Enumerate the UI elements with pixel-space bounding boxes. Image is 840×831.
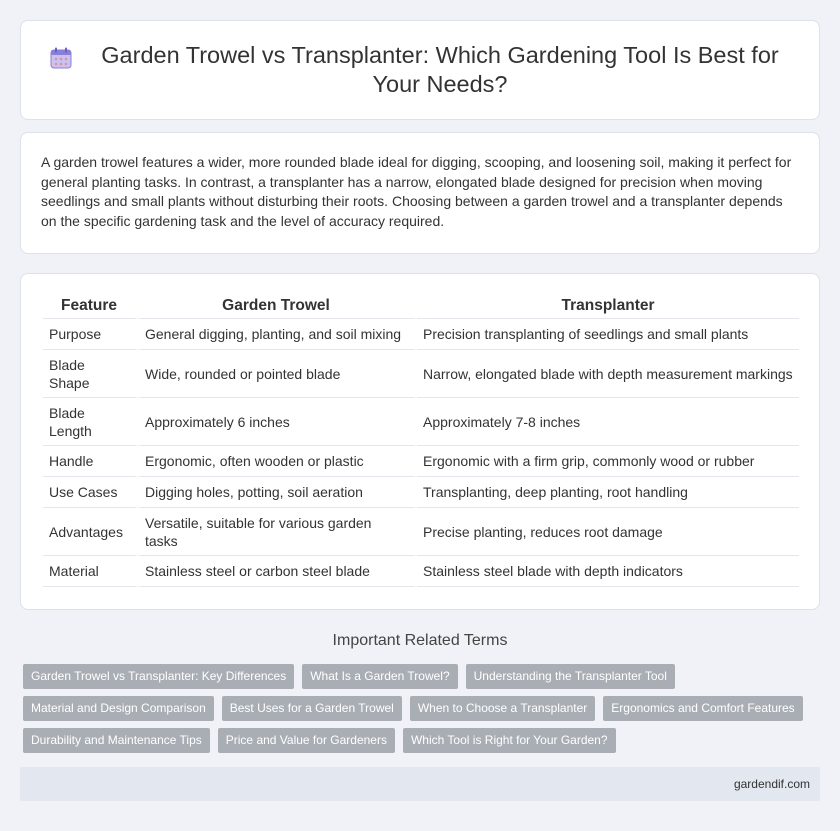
comparison-table-card bbox=[20, 273, 820, 610]
feature-cell: Use Cases bbox=[43, 477, 139, 508]
transplanter-cell: Stainless steel blade with depth indicators bbox=[417, 556, 799, 587]
transplanter-cell: Approximately 7-8 inches bbox=[417, 398, 799, 446]
comparison-table bbox=[43, 294, 799, 587]
table-row bbox=[43, 508, 799, 556]
related-term-link[interactable]: Best Uses for a Garden Trowel bbox=[222, 696, 402, 721]
related-terms-list bbox=[23, 664, 823, 760]
table-row bbox=[43, 477, 799, 508]
table-row bbox=[43, 556, 799, 587]
related-term-link[interactable]: Which Tool is Right for Your Garden? bbox=[403, 728, 616, 753]
feature-cell: Purpose bbox=[43, 319, 139, 350]
transplanter-cell: Transplanting, deep planting, root handling bbox=[417, 477, 799, 508]
table-row bbox=[43, 398, 799, 446]
table-row bbox=[43, 446, 799, 477]
related-term-link[interactable]: Ergonomics and Comfort Features bbox=[603, 696, 802, 721]
feature-cell: Handle bbox=[43, 446, 139, 477]
feature-cell: Blade Shape bbox=[43, 350, 139, 398]
feature-cell: Material bbox=[43, 556, 139, 587]
related-term-link[interactable]: What Is a Garden Trowel? bbox=[302, 664, 457, 689]
footer bbox=[20, 767, 820, 801]
trowel-cell: Stainless steel or carbon steel blade bbox=[139, 556, 417, 587]
column-header-feature: Feature bbox=[43, 294, 139, 319]
feature-cell: Blade Length bbox=[43, 398, 139, 446]
trowel-cell: General digging, planting, and soil mixing bbox=[139, 319, 417, 350]
footer-site-name: gardendif.com bbox=[733, 777, 810, 791]
table-row bbox=[43, 319, 799, 350]
related-terms-row bbox=[23, 728, 823, 753]
related-terms-row bbox=[23, 664, 823, 689]
related-term-link[interactable]: When to Choose a Transplanter bbox=[410, 696, 595, 721]
intro-card bbox=[20, 132, 820, 254]
transplanter-cell: Narrow, elongated blade with depth measurement markings bbox=[417, 350, 799, 398]
feature-cell: Advantages bbox=[43, 508, 139, 556]
related-term-link[interactable]: Garden Trowel vs Transplanter: Key Differences bbox=[23, 664, 294, 689]
calendar-icon bbox=[50, 47, 72, 69]
table-row bbox=[43, 350, 799, 398]
column-header-garden-trowel: Garden Trowel bbox=[139, 294, 417, 319]
related-terms-row bbox=[23, 696, 823, 721]
column-header-transplanter: Transplanter bbox=[417, 294, 799, 319]
transplanter-cell: Ergonomic with a firm grip, commonly wood or rubber bbox=[417, 446, 799, 477]
trowel-cell: Digging holes, potting, soil aeration bbox=[139, 477, 417, 508]
trowel-cell: Ergonomic, often wooden or plastic bbox=[139, 446, 417, 477]
trowel-cell: Versatile, suitable for various garden tasks bbox=[139, 508, 417, 556]
intro-paragraph: A garden trowel features a wider, more rounded blade ideal for digging, scooping, and loosening soil, making it perfect for general planting tasks. In contrast, a transplanter has a narrow, elongated blade designed for precision when moving seedlings and small plants without disturbing their roots. Choosing between a garden trowel and a transplanter depends on the specific gardening task and the level of accuracy required. bbox=[41, 154, 792, 229]
transplanter-cell: Precise planting, reduces root damage bbox=[417, 508, 799, 556]
related-terms-title: Important Related Terms bbox=[332, 632, 508, 649]
related-term-link[interactable]: Understanding the Transplanter Tool bbox=[466, 664, 675, 689]
trowel-cell: Wide, rounded or pointed blade bbox=[139, 350, 417, 398]
related-term-link[interactable]: Price and Value for Gardeners bbox=[218, 728, 395, 753]
trowel-cell: Approximately 6 inches bbox=[139, 398, 417, 446]
related-term-link[interactable]: Material and Design Comparison bbox=[23, 696, 214, 721]
transplanter-cell: Precision transplanting of seedlings and small plants bbox=[417, 319, 799, 350]
page-title: Garden Trowel vs Transplanter: Which Gardening Tool Is Best for Your Needs? bbox=[101, 42, 779, 97]
table-header-row bbox=[43, 294, 799, 319]
related-term-link[interactable]: Durability and Maintenance Tips bbox=[23, 728, 210, 753]
header-card bbox=[20, 20, 820, 120]
